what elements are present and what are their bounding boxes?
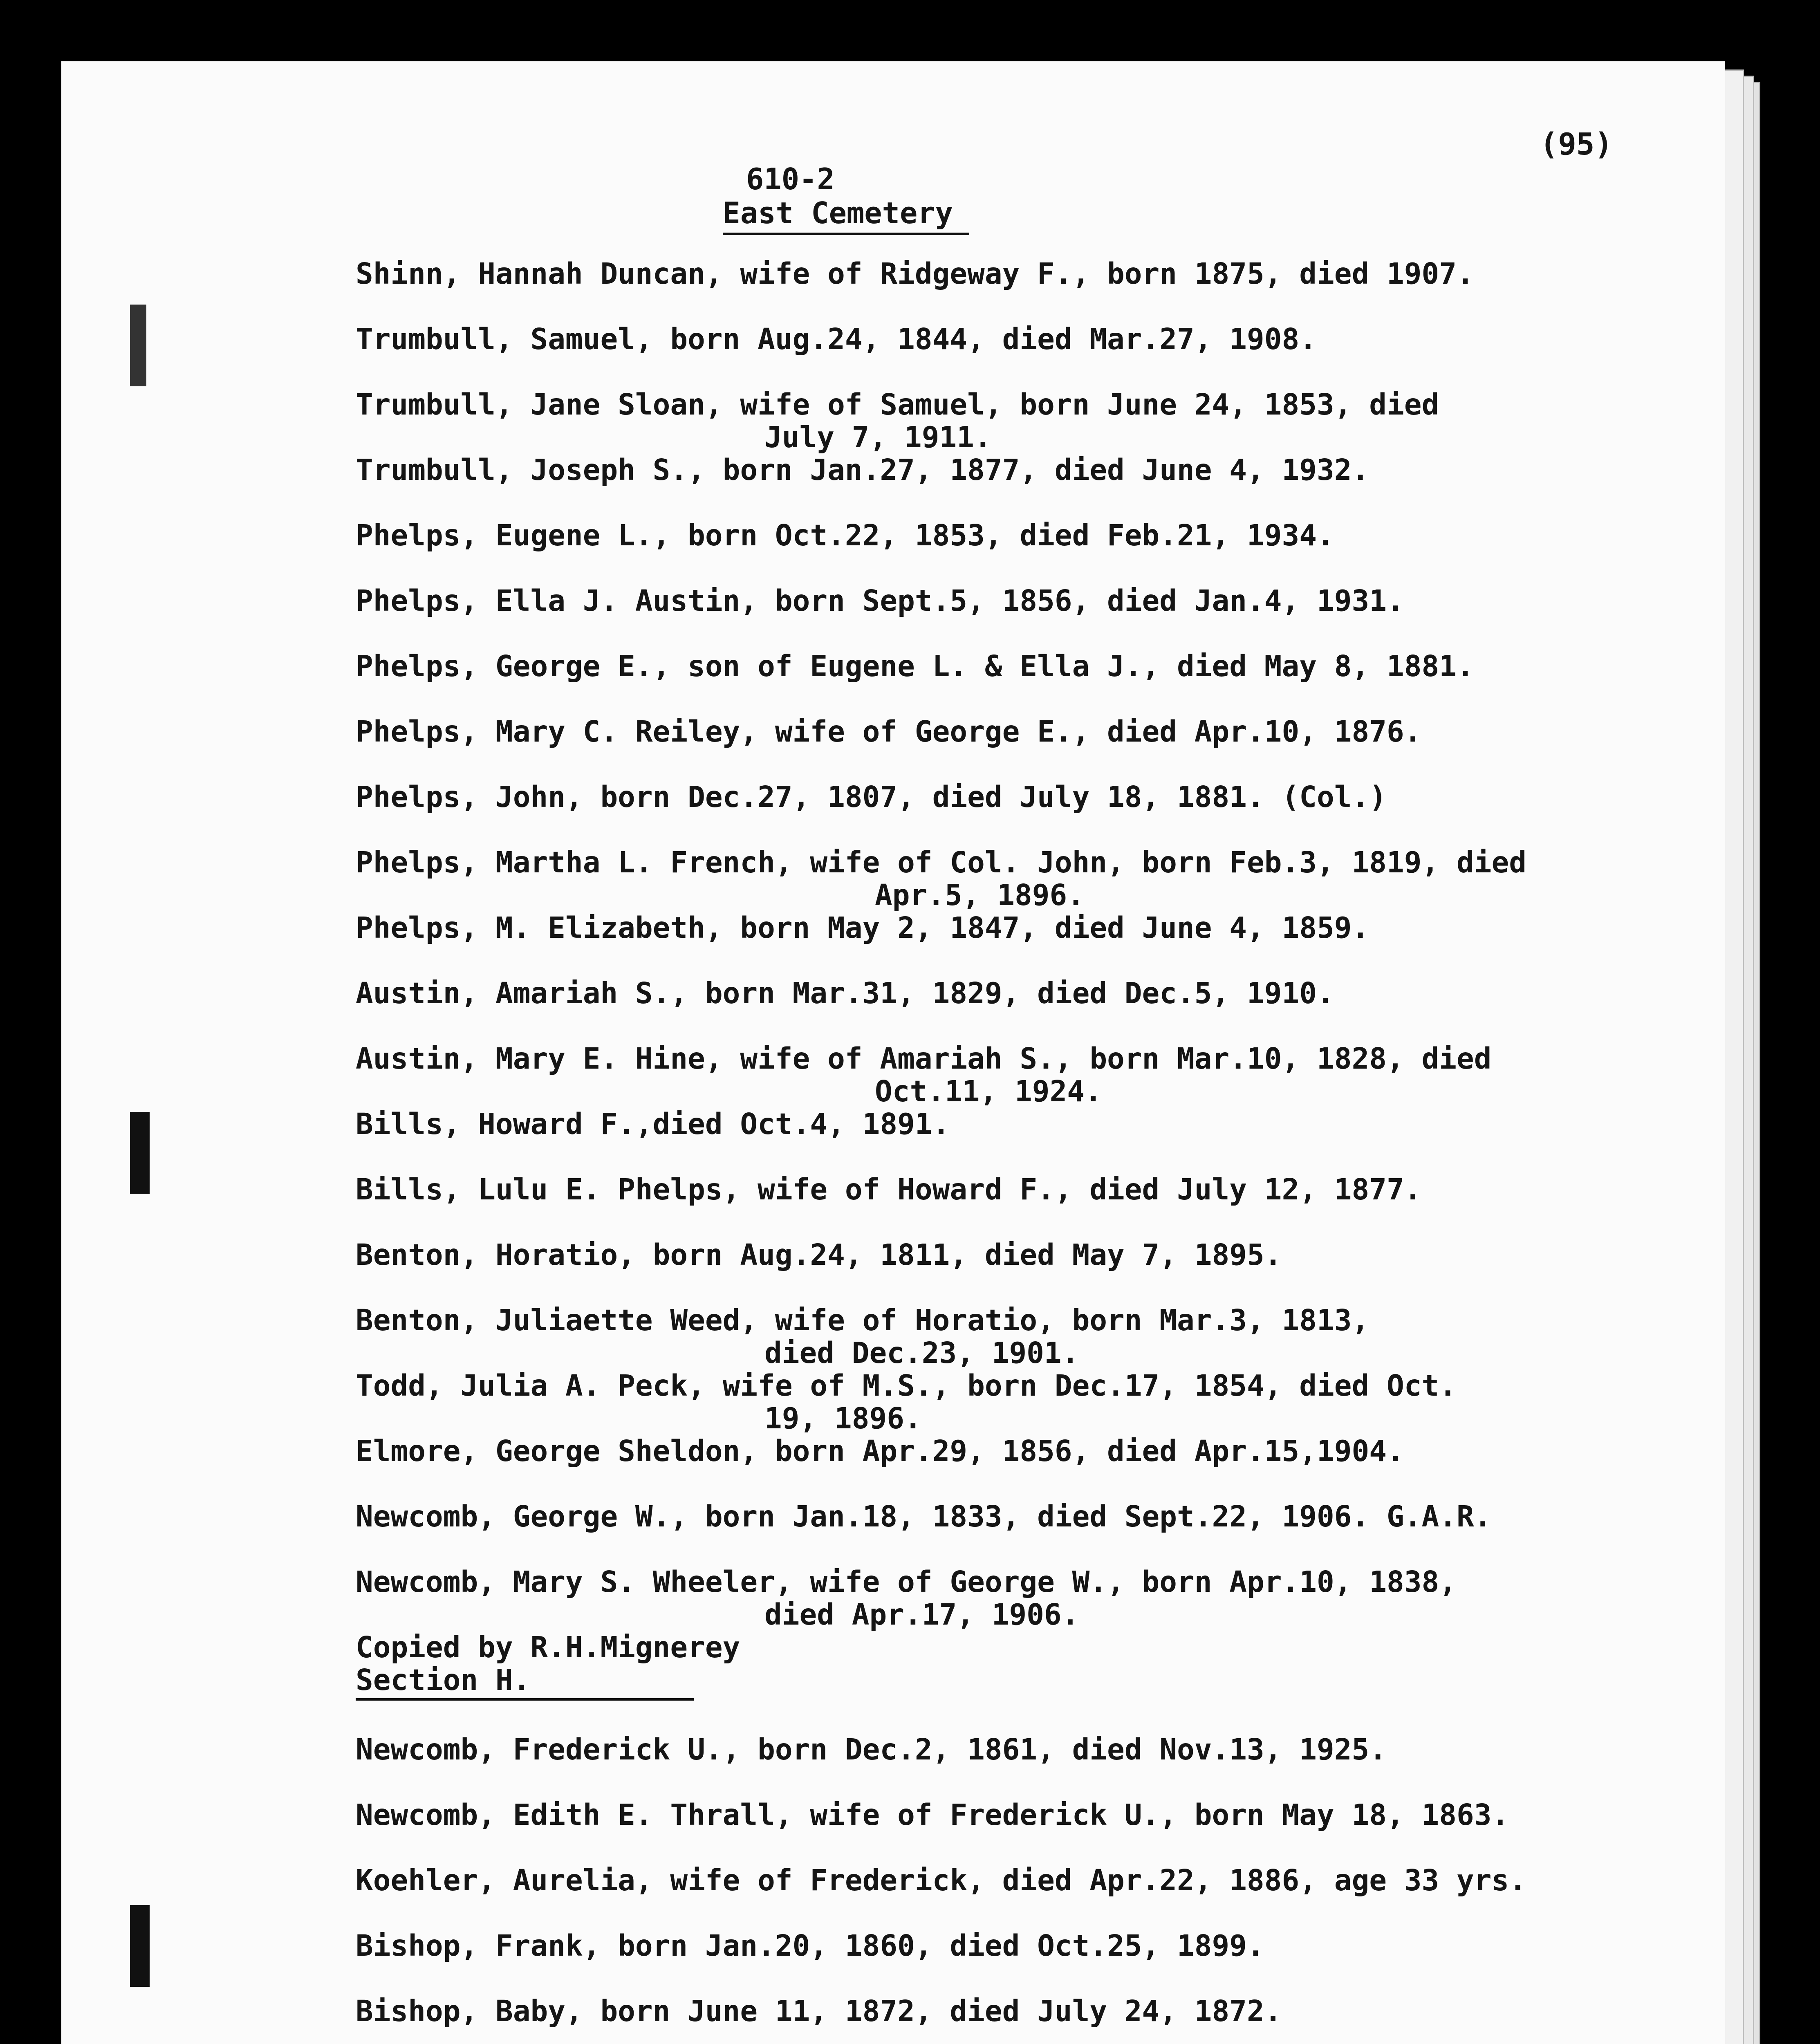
- burial-entry: [356, 1304, 1684, 1369]
- burial-entry: [356, 650, 1684, 683]
- entry-text: Bills, Lulu E. Phelps, wife of Howard F., died July 12, 1877.: [356, 1172, 1422, 1206]
- entry-text: Austin, Mary E. Hine, wife of Amariah S., born Mar.10, 1828, died: [356, 1042, 1492, 1076]
- entry-text: Newcomb, Frederick U., born Dec.2, 1861, died Nov.13, 1925.: [356, 1732, 1387, 1766]
- burial-entry: [356, 1799, 1684, 1831]
- burial-entry: [356, 258, 1684, 290]
- entry-text: Trumbull, Samuel, born Aug.24, 1844, died Mar.27, 1908.: [356, 322, 1317, 356]
- burial-entry: [356, 1239, 1684, 1271]
- entry-text: Trumbull, Joseph S., born Jan.27, 1877, died June 4, 1932.: [356, 453, 1369, 487]
- entry-continuation: July 7, 1911.: [764, 420, 992, 454]
- burial-entry: [356, 1930, 1684, 1962]
- document-page: [61, 61, 1725, 2044]
- entry-text: Shinn, Hannah Duncan, wife of Ridgeway F., born 1875, died 1907.: [356, 257, 1474, 291]
- entry-text: Phelps, George E., son of Eugene L. & Ella J., died May 8, 1881.: [356, 649, 1474, 683]
- page-number: (95): [1540, 127, 1613, 162]
- entry-text: Austin, Amariah S., born Mar.31, 1829, died Dec.5, 1910.: [356, 976, 1334, 1010]
- burial-entry: [356, 1995, 1684, 2028]
- entry-continuation: 19, 1896.: [764, 1401, 922, 1435]
- entry-text: Newcomb, Mary S. Wheeler, wife of George W., born Apr.10, 1838,: [356, 1565, 1457, 1599]
- entry-text: Bills, Howard F.,died Oct.4, 1891.: [356, 1107, 950, 1141]
- burial-entry: [356, 912, 1684, 944]
- entry-text: Trumbull, Jane Sloan, wife of Samuel, born June 24, 1853, died: [356, 388, 1439, 421]
- burial-record-list: [356, 258, 1684, 2044]
- cemetery-title: East Cemetery: [651, 197, 1009, 229]
- copied-by-note: Copied by R.H.Mignerey: [356, 1630, 740, 1664]
- burial-entry: [356, 1435, 1684, 1468]
- entry-text: Phelps, Ella J. Austin, born Sept.5, 1856, died Jan.4, 1931.: [356, 584, 1404, 618]
- burial-entry: [356, 977, 1684, 1010]
- entry-text: Elmore, George Sheldon, born Apr.29, 1856, died Apr.15,1904.: [356, 1434, 1404, 1468]
- burial-entry: [356, 388, 1684, 454]
- entry-continuation: Oct.11, 1924.: [875, 1074, 1102, 1108]
- burial-entry: [356, 1108, 1684, 1141]
- burial-entry: [356, 1042, 1684, 1108]
- burial-entry: [356, 846, 1684, 912]
- entry-text: Phelps, Eugene L., born Oct.22, 1853, died Feb.21, 1934.: [356, 518, 1334, 552]
- burial-entry: [356, 454, 1684, 486]
- burial-entry: [356, 1369, 1684, 1435]
- burial-entry: [356, 715, 1684, 748]
- punch-hole: [130, 1905, 150, 1987]
- burial-entry: [356, 1733, 1684, 1766]
- entry-continuation: died Apr.17, 1906.: [764, 1598, 1079, 1632]
- entry-text: Newcomb, George W., born Jan.18, 1833, died Sept.22, 1906. G.A.R.: [356, 1499, 1492, 1533]
- entry-text: Bishop, Frank, born Jan.20, 1860, died Oct.25, 1899.: [356, 1929, 1264, 1963]
- burial-entry: [356, 781, 1684, 814]
- record-code: 610-2: [746, 162, 835, 196]
- punch-hole: [130, 305, 146, 386]
- burial-entry: [356, 519, 1684, 552]
- entry-text: Phelps, M. Elizabeth, born May 2, 1847, died June 4, 1859.: [356, 911, 1369, 945]
- burial-entry: [356, 1500, 1684, 1533]
- burial-entry: [356, 1864, 1684, 1897]
- page-heading: [646, 161, 1014, 229]
- section-heading: Section H.: [356, 1664, 694, 1701]
- burial-entry: [356, 1173, 1684, 1206]
- punch-hole: [130, 1112, 150, 1194]
- record-group: [356, 258, 1684, 1631]
- entry-continuation: Apr.5, 1896.: [875, 878, 1085, 912]
- burial-entry: [356, 585, 1684, 617]
- entry-text: Phelps, Mary C. Reiley, wife of George E., died Apr.10, 1876.: [356, 715, 1422, 749]
- entry-text: Newcomb, Edith E. Thrall, wife of Frederick U., born May 18, 1863.: [356, 1798, 1509, 1832]
- entry-text: Bishop, Baby, born June 11, 1872, died July 24, 1872.: [356, 1994, 1282, 2028]
- entry-text: Koehler, Aurelia, wife of Frederick, died Apr.22, 1886, age 33 yrs.: [356, 1863, 1526, 1897]
- entry-continuation: died Dec.23, 1901.: [764, 1336, 1079, 1370]
- record-group: [356, 1733, 1684, 2044]
- burial-entry: [356, 1566, 1684, 1631]
- entry-text: Phelps, John, born Dec.27, 1807, died July 18, 1881. (Col.): [356, 780, 1387, 814]
- burial-entry: [356, 323, 1684, 356]
- entry-text: Todd, Julia A. Peck, wife of M.S., born Dec.17, 1854, died Oct.: [356, 1369, 1457, 1403]
- entry-text: Phelps, Martha L. French, wife of Col. John, born Feb.3, 1819, died: [356, 845, 1526, 879]
- entry-text: Benton, Horatio, born Aug.24, 1811, died May 7, 1895.: [356, 1238, 1282, 1272]
- entry-text: Benton, Juliaette Weed, wife of Horatio, born Mar.3, 1813,: [356, 1303, 1369, 1337]
